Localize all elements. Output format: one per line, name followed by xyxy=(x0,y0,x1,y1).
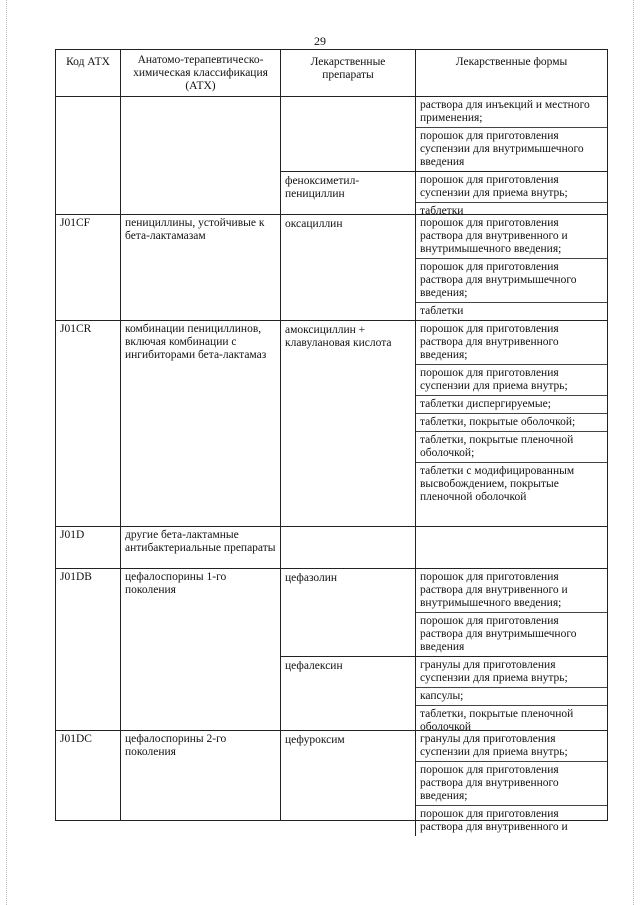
table-row xyxy=(55,527,608,569)
atc-code: J01DC xyxy=(56,731,121,820)
dosage-form: таблетки, покрытые пленочной оболочкой; xyxy=(416,431,607,462)
drug-name xyxy=(281,97,416,171)
dosage-forms xyxy=(416,97,607,171)
dosage-form: порошок для приготовления суспензии для приема внутрь; xyxy=(416,364,607,395)
atc-code: J01DB xyxy=(56,569,121,730)
dosage-form: таблетки с модифицированным высвобождением, покрытые пленочной оболочкой xyxy=(416,462,607,506)
dosage-forms xyxy=(416,215,607,321)
drug-entry xyxy=(281,527,607,569)
drug-entry xyxy=(281,171,607,220)
dosage-form xyxy=(416,527,607,531)
dosage-forms xyxy=(416,657,607,736)
dosage-form: таблетки, покрытые пленочной оболочкой xyxy=(416,705,607,736)
dosage-form: порошок для приготовления раствора для внутривенного введения; xyxy=(420,323,559,361)
drug-name: феноксиметил-пенициллин xyxy=(281,172,416,220)
dosage-form: порошок для приготовления раствора для внутримышечного введения xyxy=(416,612,607,656)
atc-table xyxy=(55,49,608,833)
atc-classification xyxy=(121,97,281,214)
header-forms: Лекарственные формы xyxy=(455,56,568,68)
dosage-form: порошок для приготовления суспензии для приема внутрь; xyxy=(420,174,568,199)
dosage-form: порошок для приготовления суспензии для внутримышечного введения xyxy=(416,127,607,171)
table-row xyxy=(55,731,608,833)
dosage-form: гранулы для приготовления суспензии для приема внутрь; xyxy=(420,733,568,758)
table-row xyxy=(55,321,608,527)
dosage-form: порошок для приготовления раствора для внутривенного и внутримышечного введения; xyxy=(420,571,568,609)
atc-code: J01D xyxy=(56,527,121,568)
drug-name: оксациллин xyxy=(281,215,416,321)
table-header-row xyxy=(55,49,608,97)
atc-classification: цефалоспорины 2-го поколения xyxy=(121,731,281,820)
header-drugs: Лекарственные препараты xyxy=(281,50,416,96)
table-row xyxy=(55,569,608,731)
dosage-form: порошок для приготовления раствора для внутримышечного введения; xyxy=(416,258,607,302)
dosage-form: порошок для приготовления раствора для внутривенного и внутримышечного введения; xyxy=(420,217,568,255)
page-number: 29 xyxy=(314,34,326,48)
atc-classification: пенициллины, устойчивые к бета-лактамазам xyxy=(121,215,281,320)
dosage-form: раствора для инъекций и местного применения; xyxy=(420,99,590,124)
drug-name xyxy=(281,527,416,569)
atc-code: J01CR xyxy=(56,321,121,526)
drug-entry xyxy=(281,656,607,736)
dosage-forms xyxy=(416,527,607,569)
atc-code: J01CF xyxy=(56,215,121,320)
table-body xyxy=(55,97,608,833)
header-code: Код АТХ xyxy=(56,50,121,96)
drug-entry xyxy=(281,321,607,527)
drug-name: амоксициллин + клавулановая кислота xyxy=(281,321,416,527)
drug-name: цефуроксим xyxy=(281,731,416,836)
drug-entry xyxy=(281,97,607,171)
scan-edge-right xyxy=(633,0,635,905)
drug-name: цефалексин xyxy=(281,657,416,736)
scan-edge-left xyxy=(6,0,8,905)
atc-classification: цефалоспорины 1-го поколения xyxy=(121,569,281,730)
dosage-form: гранулы для приготовления суспензии для приема внутрь; xyxy=(420,659,568,684)
dosage-forms xyxy=(416,569,607,656)
dosage-form: капсулы; xyxy=(416,687,607,705)
dosage-forms xyxy=(416,172,607,220)
atc-code xyxy=(56,97,121,214)
drug-entry xyxy=(281,731,607,836)
drug-entry xyxy=(281,569,607,656)
table-row xyxy=(55,97,608,215)
dosage-form: порошок для приготовления раствора для внутривенного введения; xyxy=(416,761,607,805)
dosage-form: порошок для приготовления раствора для внутривенного и xyxy=(416,805,607,836)
dosage-forms xyxy=(416,731,607,836)
dosage-form: таблетки, покрытые оболочкой; xyxy=(416,413,607,431)
atc-classification: другие бета-лактамные антибактериальные препараты xyxy=(121,527,281,568)
atc-classification: комбинации пенициллинов, включая комбинации с ингибиторами бета-лактамаз xyxy=(121,321,281,526)
header-classification: Анатомо-терапевтическо-химическая классификация (АТХ) xyxy=(121,50,281,96)
dosage-form: таблетки xyxy=(416,302,607,320)
dosage-forms xyxy=(416,321,607,527)
dosage-form: таблетки диспергируемые; xyxy=(416,395,607,413)
dosage-form: таблетки xyxy=(416,202,607,220)
drug-entry xyxy=(281,215,607,321)
drug-name: цефазолин xyxy=(281,569,416,656)
table-row xyxy=(55,215,608,321)
